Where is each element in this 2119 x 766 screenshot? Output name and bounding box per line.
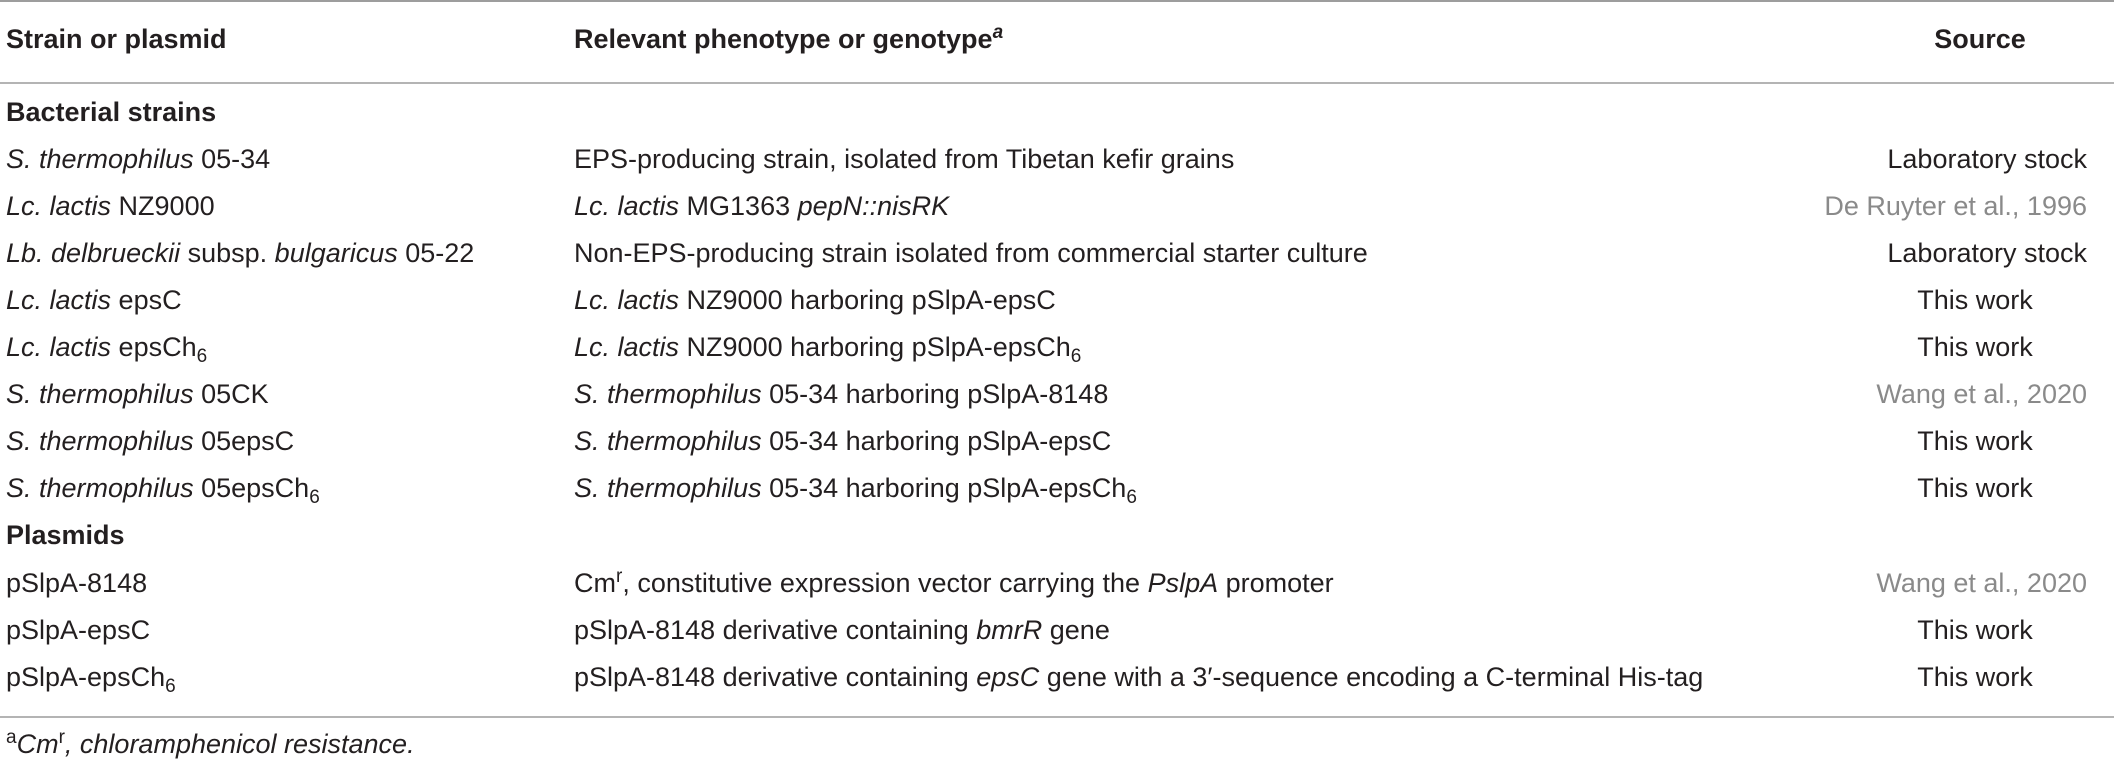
table-row <box>0 277 2119 324</box>
phenotype: S. thermophilus 05-34 harboring pSlpA-epsC <box>574 426 1112 456</box>
strain-name: S. thermophilus 05CK <box>6 379 269 409</box>
header-phenotype: Relevant phenotype or genotype$^a$ <box>574 22 1004 54</box>
header-strain: Strain or plasmid <box>6 24 227 54</box>
phenotype: Lc. lactis MG1363 pepN::nisRK <box>574 191 950 221</box>
table-row <box>0 183 2119 230</box>
phenotype: S. thermophilus 05-34 harboring pSlpA-epsCh$_6$ <box>574 473 1137 508</box>
phenotype: Cm$^r$, constitutive expression vector carrying the PslpA promoter <box>574 566 1334 598</box>
strain-name: Lc. lactis NZ9000 <box>6 191 215 221</box>
strain-name: S. thermophilus 05-34 <box>6 144 271 174</box>
plasmid-name: pSlpA-8148 <box>6 568 148 598</box>
source-link[interactable]: Wang et al., 2020 <box>1876 379 2087 409</box>
source-link[interactable]: Wang et al., 2020 <box>1876 568 2087 598</box>
phenotype: EPS-producing strain, isolated from Tibetan kefir grains <box>574 144 1235 174</box>
phenotype: Lc. lactis NZ9000 harboring pSlpA-epsCh$_6$ <box>574 332 1082 367</box>
source: This work <box>1917 426 2033 456</box>
table-top-rule <box>0 0 2114 2</box>
table-row <box>0 371 2119 418</box>
table-bottom-rule <box>0 716 2114 718</box>
source: This work <box>1917 662 2033 692</box>
plasmid-name: pSlpA-epsC <box>6 615 151 645</box>
source-link[interactable]: De Ruyter et al., 1996 <box>1824 191 2087 221</box>
strain-name: Lb. delbrueckii subsp. bulgaricus 05-22 <box>6 238 475 268</box>
source: This work <box>1917 473 2033 503</box>
header-source: Source <box>1934 24 2026 54</box>
table-row <box>0 607 2119 654</box>
strain-name: S. thermophilus 05epsC <box>6 426 295 456</box>
table-row <box>0 654 2119 701</box>
table-footnote: $^a$Cm$^r$, chloramphenicol resistance. <box>6 727 415 759</box>
table-row <box>0 230 2119 277</box>
table-row <box>0 418 2119 465</box>
phenotype: Lc. lactis NZ9000 harboring pSlpA-epsC <box>574 285 1056 315</box>
table-row <box>0 136 2119 183</box>
table-header <box>0 16 2119 63</box>
plasmid-name: pSlpA-epsCh$_6$ <box>6 662 176 697</box>
table-row <box>0 324 2119 371</box>
phenotype: pSlpA-8148 derivative containing epsC gene with a 3′-sequence encoding a C-terminal His-tag <box>574 662 1704 692</box>
phenotype: Non-EPS-producing strain isolated from commercial starter culture <box>574 238 1368 268</box>
strain-name: Lc. lactis epsC <box>6 285 182 315</box>
source: This work <box>1917 332 2033 362</box>
source: This work <box>1917 285 2033 315</box>
strain-name: Lc. lactis epsCh$_6$ <box>6 332 208 367</box>
source: This work <box>1917 615 2033 645</box>
phenotype: S. thermophilus 05-34 harboring pSlpA-8148 <box>574 379 1109 409</box>
table-row <box>0 560 2119 607</box>
source: Laboratory stock <box>1887 144 2087 174</box>
section-bacterial-strains: Bacterial strains <box>6 97 217 127</box>
header-rule <box>0 82 2114 84</box>
section-plasmids: Plasmids <box>6 520 125 550</box>
table-row <box>0 465 2119 512</box>
phenotype: pSlpA-8148 derivative containing bmrR gene <box>574 615 1110 645</box>
source: Laboratory stock <box>1887 238 2087 268</box>
strain-name: S. thermophilus 05epsCh$_6$ <box>6 473 320 508</box>
